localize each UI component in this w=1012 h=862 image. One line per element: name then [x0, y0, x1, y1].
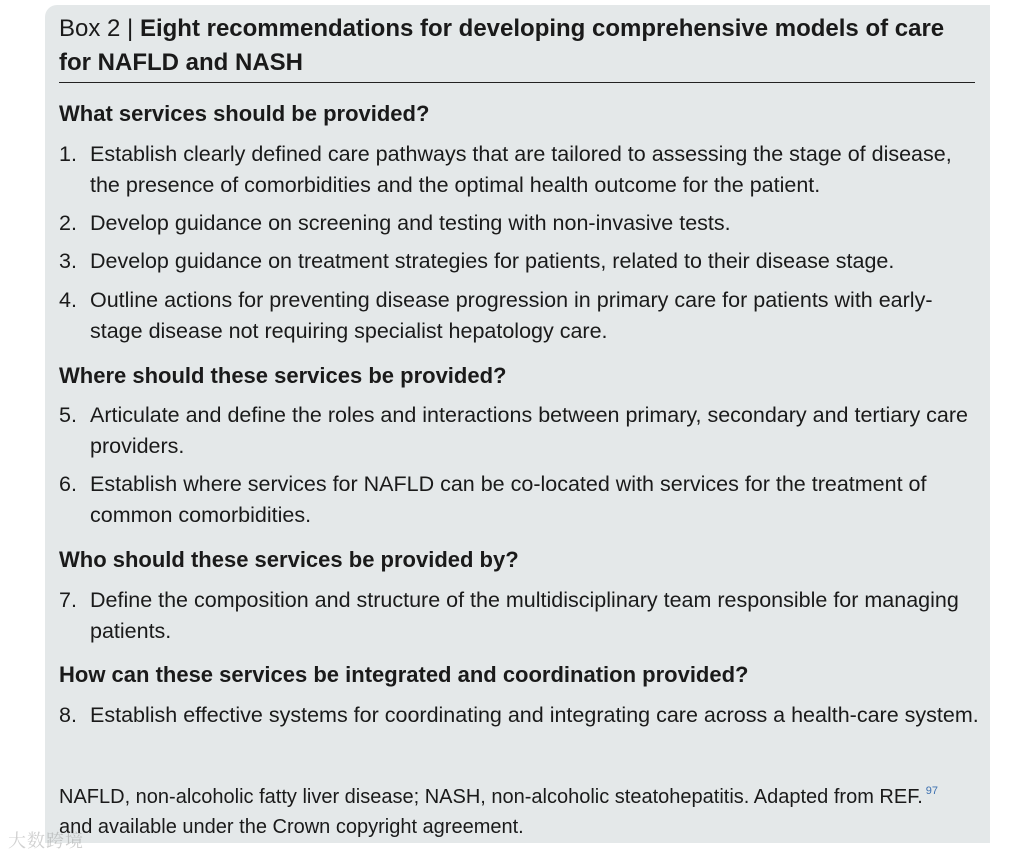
item-text: Define the composition and structure of the multidisciplinary team responsible for managing patients.: [90, 588, 959, 643]
item-number: 7.: [59, 588, 77, 612]
box-label: Box 2 |: [59, 15, 140, 42]
item-number: 8.: [59, 703, 77, 727]
item-text: Develop guidance on treatment strategies for patients, related to their disease stage.: [90, 249, 895, 273]
item-text: Articulate and define the roles and interactions between primary, secondary and tertiary care providers.: [90, 403, 968, 458]
list-item: [59, 469, 979, 531]
item-number: 2.: [59, 211, 77, 235]
footnote-text-end: and available under the Crown copyright agreement.: [59, 816, 524, 838]
list-item: [59, 585, 979, 647]
item-text: Establish where services for NAFLD can be co-located with services for the treatment of common comorbidities.: [90, 472, 927, 527]
item-text: Outline actions for preventing disease progression in primary care for patients with early-stage disease not requiring specialist hepatology care.: [90, 288, 933, 343]
item-number: 6.: [59, 472, 77, 496]
item-text: Establish effective systems for coordinating and integrating care across a health-care system.: [90, 703, 979, 727]
list-item: [59, 208, 979, 239]
footnote: [59, 776, 959, 842]
item-number: 4.: [59, 288, 77, 312]
reference-link[interactable]: 97: [925, 785, 938, 797]
footnote-text: NAFLD, non-alcoholic fatty liver disease; NASH, non-alcoholic steatohepatitis. Adapted from REF.: [59, 786, 923, 808]
section-heading-who: Who should these services be provided by?: [59, 547, 519, 572]
item-text: Establish clearly defined care pathways that are tailored to assessing the stage of disease, the presence of comorbidities and the optimal health outcome for the patient.: [90, 142, 952, 197]
item-text: Develop guidance on screening and testing with non-invasive tests.: [90, 211, 731, 235]
list-item: [59, 285, 979, 347]
list-item: [59, 139, 979, 201]
item-number: 1.: [59, 142, 77, 166]
box-title-text: Eight recommendations for developing comprehensive models of care for NAFLD and NASH: [59, 15, 945, 76]
box-title: [59, 12, 974, 80]
title-divider: [59, 82, 975, 83]
item-number: 5.: [59, 403, 77, 427]
list-item: [59, 400, 979, 462]
list-item: [59, 700, 979, 731]
section-heading-where: Where should these services be provided?: [59, 363, 507, 388]
watermark: 大数跨境: [8, 831, 84, 852]
section-heading-how: How can these services be integrated and coordination provided?: [59, 662, 749, 687]
item-number: 3.: [59, 249, 77, 273]
list-item: [59, 246, 979, 277]
section-heading-what: What services should be provided?: [59, 101, 430, 126]
